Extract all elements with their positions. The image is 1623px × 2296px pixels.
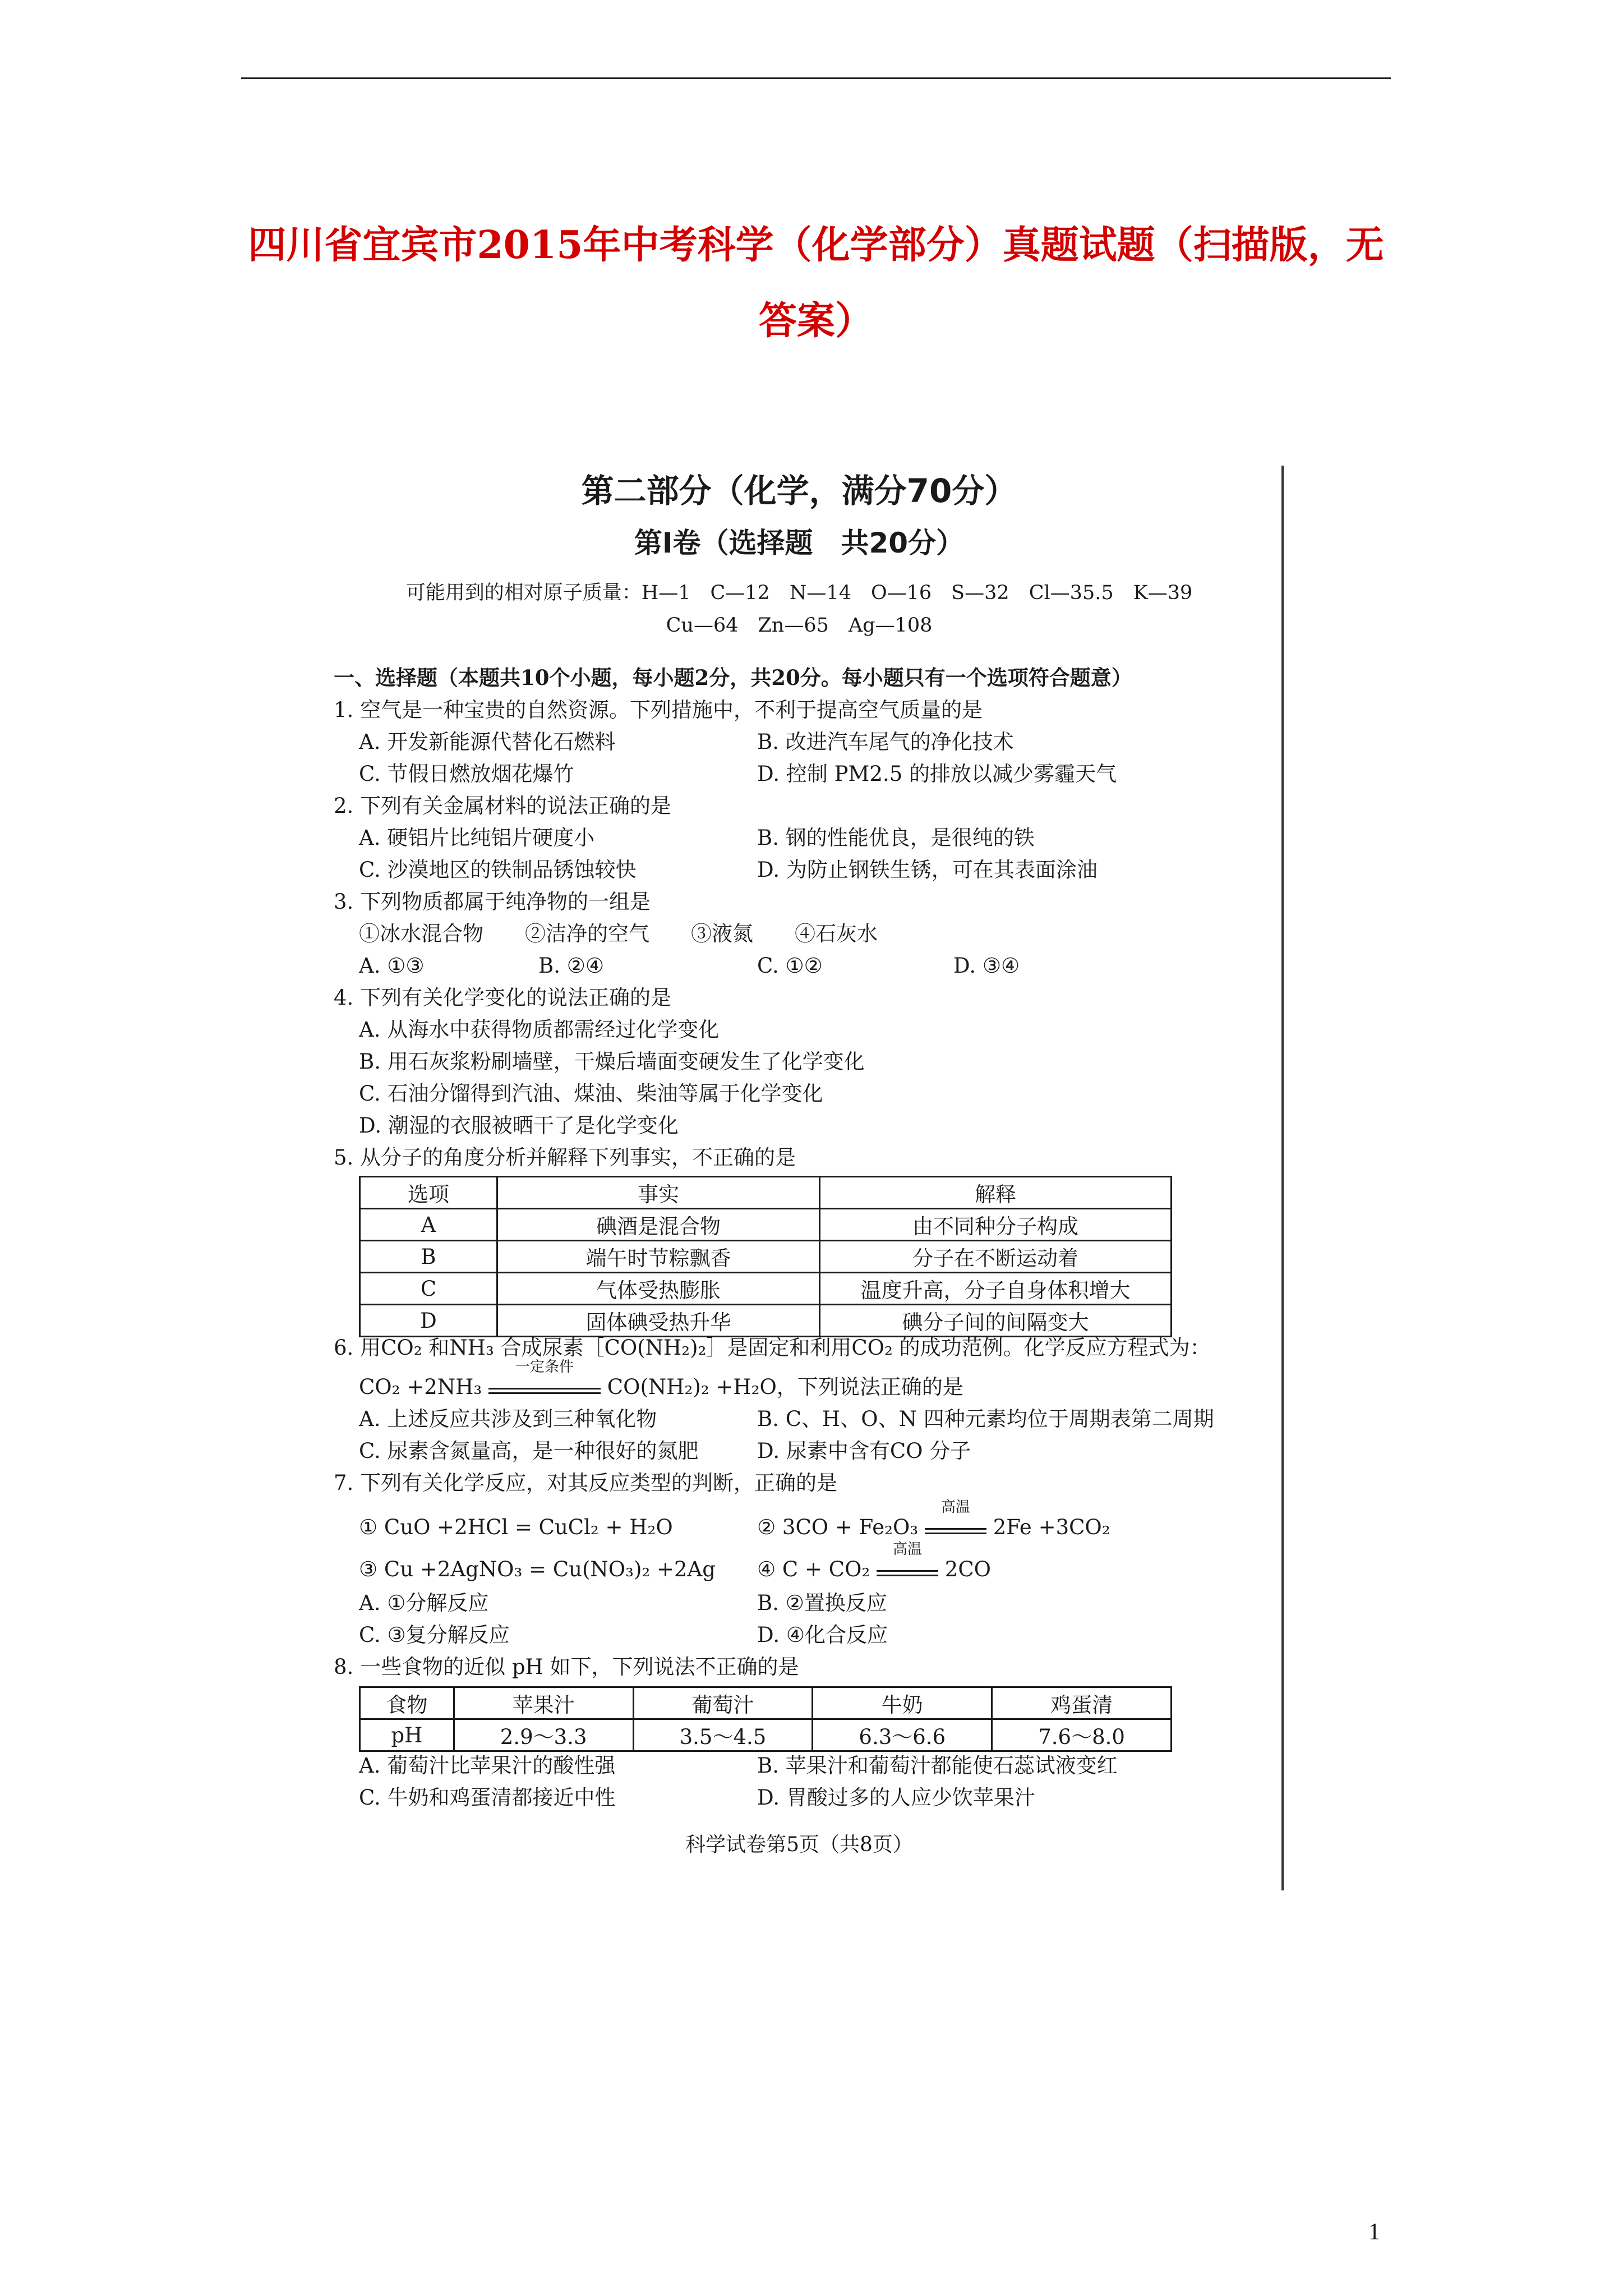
document-title-line-2: 答案） — [758, 298, 873, 343]
q8-option-d: D. 胃酸过多的人应少饮苹果汁 — [757, 1786, 1035, 1810]
q3-option-d: D. ③④ — [953, 954, 1020, 978]
table-header-cell: 葡萄汁 — [633, 1687, 813, 1719]
table-header-cell: 鸡蛋清 — [992, 1687, 1172, 1719]
scan-edge-line — [1281, 466, 1284, 1890]
q2-option-a: A. 硬铝片比纯铝片硬度小 — [359, 826, 595, 850]
q7-reaction-4-left: ④ C + CO₂ — [757, 1557, 870, 1581]
q6-equation-left: CO₂ +2NH₃ — [359, 1375, 482, 1399]
table-cell: 碘酒是混合物 — [497, 1209, 820, 1241]
q6-condition-arrow — [488, 1359, 601, 1394]
table-row — [360, 1305, 1172, 1337]
section-header: 一、选择题（本题共10个小题，每小题2分，共20分。每小题只有一个选项符合题意） — [334, 665, 1132, 690]
q7-reaction-3: ③ Cu +2AgNO₃ = Cu(NO₃)₂ +2Ag — [359, 1557, 716, 1581]
table-cell: 气体受热膨胀 — [497, 1273, 820, 1305]
table-cell: 碘分子间的间隔变大 — [820, 1305, 1172, 1337]
table-cell: 端午时节粽飘香 — [497, 1241, 820, 1273]
q7-reaction-2-right: 2Fe +3CO₂ — [993, 1515, 1110, 1539]
table-row — [360, 1177, 1172, 1209]
table-header-cell: 食物 — [360, 1687, 454, 1719]
q8-option-b: B. 苹果汁和葡萄汁都能使石蕊试液变红 — [757, 1754, 1118, 1778]
q8-option-c: C. 牛奶和鸡蛋清都接近中性 — [359, 1786, 616, 1810]
q2-stem: 2. 下列有关金属材料的说法正确的是 — [334, 794, 672, 818]
q6-option-b: B. C、H、O、N 四种元素均位于周期表第二周期 — [757, 1407, 1214, 1431]
header-rule — [241, 77, 1391, 79]
q7-reaction-2 — [757, 1499, 1110, 1543]
q7-reaction-4-condition — [877, 1541, 938, 1576]
q1-option-a: A. 开发新能源代替化石燃料 — [359, 730, 616, 754]
volume-title: 第Ⅰ卷（选择题 共20分） — [634, 527, 965, 559]
q6-option-a: A. 上述反应共涉及到三种氧化物 — [359, 1407, 657, 1431]
q3-option-c: C. ①② — [757, 954, 823, 978]
q7-reaction-1: ① CuO +2HCl = CuCl₂ + H₂O — [359, 1515, 673, 1539]
q8-option-a: A. 葡萄汁比苹果汁的酸性强 — [359, 1754, 616, 1778]
table-header-cell: 选项 — [360, 1177, 497, 1209]
q3-option-a: A. ①③ — [359, 954, 425, 978]
table-cell: 固体碘受热升华 — [497, 1305, 820, 1337]
equals-sign — [877, 1570, 938, 1576]
q6-stem: 6. 用CO₂ 和NH₃ 合成尿素［CO(NH₂)₂］是固定和利用CO₂ 的成功范例。化学反应方程式为： — [334, 1336, 1211, 1360]
q3-stem: 3. 下列物质都属于纯净物的一组是 — [334, 890, 651, 914]
document-title-line-1: 四川省宜宾市2015年中考科学（化学部分）真题试题（扫描版，无 — [248, 223, 1384, 268]
q7-reaction-2-condition-label: 高温 — [940, 1499, 970, 1516]
table-cell: D — [360, 1305, 497, 1337]
q7-option-b: B. ②置换反应 — [757, 1591, 887, 1615]
table-row — [360, 1687, 1172, 1719]
table-header-cell: 苹果汁 — [454, 1687, 633, 1719]
table-header-cell: 牛奶 — [813, 1687, 992, 1719]
q6-condition-label: 一定条件 — [515, 1359, 574, 1375]
table-cell: 3.5～4.5 — [633, 1719, 813, 1751]
page-number: 1 — [1368, 2219, 1380, 2245]
q8-ph-table — [359, 1686, 1172, 1752]
q6-option-d: D. 尿素中含有CO 分子 — [757, 1439, 971, 1463]
q3-items: ①冰水混合物 ②洁净的空气 ③液氮 ④石灰水 — [359, 922, 878, 946]
q6-equation — [359, 1359, 963, 1403]
q4-option-b: B. 用石灰浆粉刷墙壁，干燥后墙面变硬发生了化学变化 — [359, 1050, 865, 1074]
q3-option-b: B. ②④ — [538, 954, 605, 978]
q2-option-c: C. 沙漠地区的铁制品锈蚀较快 — [359, 858, 637, 882]
q2-option-b: B. 钢的性能优良，是很纯的铁 — [757, 826, 1035, 850]
q7-reaction-4 — [757, 1541, 991, 1585]
q4-stem: 4. 下列有关化学变化的说法正确的是 — [334, 986, 672, 1010]
q7-option-c: C. ③复分解反应 — [359, 1623, 510, 1647]
q1-option-b: B. 改进汽车尾气的净化技术 — [757, 730, 1014, 754]
scanned-exam-page — [325, 460, 1290, 1896]
table-cell: A — [360, 1209, 497, 1241]
table-cell: 7.6～8.0 — [992, 1719, 1172, 1751]
q1-option-c: C. 节假日燃放烟花爆竹 — [359, 762, 574, 786]
q4-option-c: C. 石油分馏得到汽油、煤油、柴油等属于化学变化 — [359, 1082, 823, 1106]
equals-sign — [488, 1388, 601, 1394]
equals-sign — [925, 1528, 986, 1534]
exam-page-footer: 科学试卷第5页（共8页） — [685, 1833, 913, 1856]
q7-stem: 7. 下列有关化学反应，对其反应类型的判断，正确的是 — [334, 1471, 838, 1495]
table-cell: 由不同种分子构成 — [820, 1209, 1172, 1241]
document-title — [213, 208, 1419, 359]
q4-option-a: A. 从海水中获得物质都需经过化学变化 — [359, 1018, 720, 1042]
table-cell: pH — [360, 1719, 454, 1751]
q8-stem: 8. 一些食物的近似 pH 如下，下列说法不正确的是 — [334, 1655, 799, 1679]
q2-option-d: D. 为防止钢铁生锈，可在其表面涂油 — [757, 858, 1098, 882]
q4-option-d: D. 潮湿的衣服被晒干了是化学变化 — [359, 1114, 679, 1138]
table-cell: C — [360, 1273, 497, 1305]
q7-reaction-4-right: 2CO — [944, 1557, 991, 1581]
table-cell: 2.9～3.3 — [454, 1719, 633, 1751]
q1-option-d: D. 控制 PM2.5 的排放以减少雾霾天气 — [757, 762, 1117, 786]
q7-option-d: D. ④化合反应 — [757, 1623, 888, 1647]
q7-reaction-4-condition-label: 高温 — [893, 1541, 923, 1558]
q5-stem: 5. 从分子的角度分析并解释下列事实，不正确的是 — [334, 1145, 796, 1170]
table-cell: 温度升高，分子自身体积增大 — [820, 1273, 1172, 1305]
atomic-masses-line-2: Cu—64 Zn—65 Ag—108 — [666, 614, 933, 637]
table-cell: B — [360, 1241, 497, 1273]
atomic-masses — [325, 577, 1273, 642]
q7-reaction-2-condition — [925, 1499, 986, 1534]
q7-reaction-2-left: ② 3CO + Fe₂O₃ — [757, 1515, 919, 1539]
q6-equation-right: CO(NH₂)₂ +H₂O，下列说法正确的是 — [607, 1375, 963, 1399]
table-header-cell: 解释 — [820, 1177, 1172, 1209]
table-row — [360, 1719, 1172, 1751]
table-row — [360, 1209, 1172, 1241]
table-header-cell: 事实 — [497, 1177, 820, 1209]
q6-option-c: C. 尿素含氮量高，是一种很好的氮肥 — [359, 1439, 699, 1463]
table-row — [360, 1273, 1172, 1305]
table-row — [360, 1241, 1172, 1273]
part-title: 第二部分（化学，满分70分） — [581, 472, 1017, 510]
table-cell: 分子在不断运动着 — [820, 1241, 1172, 1273]
atomic-masses-line-1: 可能用到的相对原子质量：H—1 C—12 N—14 O—16 S—32 Cl—35.5 K—39 — [405, 582, 1193, 604]
q7-option-a: A. ①分解反应 — [359, 1591, 489, 1615]
q1-stem: 1. 空气是一种宝贵的自然资源。下列措施中，不利于提高空气质量的是 — [334, 698, 983, 722]
table-cell: 6.3～6.6 — [813, 1719, 992, 1751]
q5-table — [359, 1176, 1172, 1337]
